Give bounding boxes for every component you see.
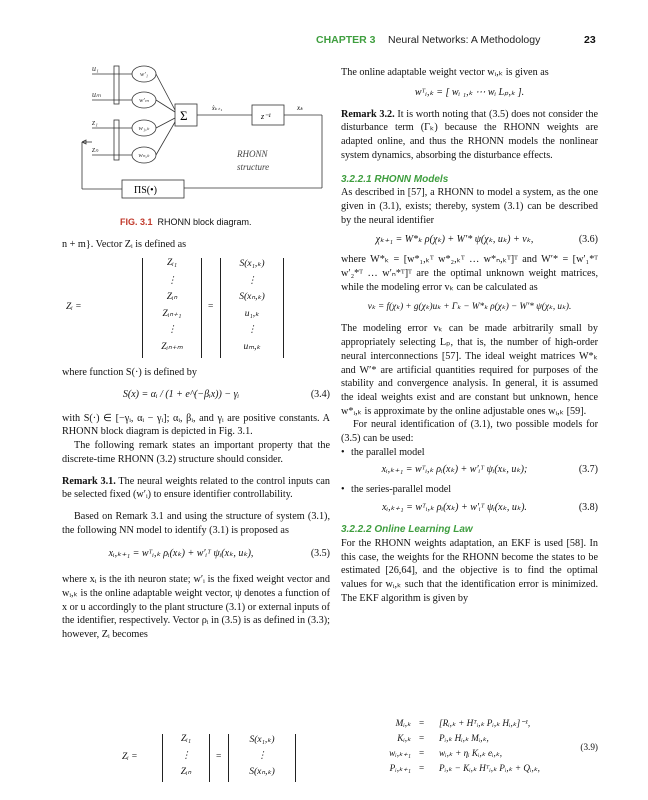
remark-3-2 (341, 108, 598, 163)
left-intro: n + m}. Vector Zᵢ is defined as (62, 239, 187, 250)
s-entry: uₘ,ₖ (243, 341, 261, 352)
chapter-title: Neural Networks: A Methodology (388, 34, 541, 46)
where-s: where function S(·) is defined by (62, 367, 197, 378)
equation-body: xᵢ,ₖ₊₁ = wᵀᵢ,ₖ ρᵢ(xₖ) + w′ᵢᵀ ψᵢ(xₖ, uₖ), (108, 548, 254, 560)
ekf-row (361, 748, 561, 763)
equation-number: (3.7) (578, 464, 598, 476)
z-entry: Zᵢₙ₊ₘ (161, 341, 183, 352)
left-column-body (62, 366, 330, 642)
weight-nk: wₙ,ₖ (138, 152, 150, 159)
section-online-learning: 3.2.2.2 Online Learning Law (341, 524, 473, 536)
ekf-row (361, 718, 561, 733)
equation-body: χₖ₊₁ = W*ₖ ρ(χₖ) + W′* ψ(χₖ, uₖ) + vₖ, (375, 234, 534, 246)
equation-number: (3.9) (580, 742, 598, 752)
right-p4: The modeling error vₖ can be made arbitrarily small by appropriately selecting Lₚ, that is, the number of high-order neural interconnections [57]. The ideal weight matrices W*ₖ and W′* are artificial quantities required for purposes of the stability and convergence analysis. In general, it is assumed the ideal weights exist and are constant but unknown, hence w*ᵢ,ₖ is approximate by the online adjustable ones wᵢ,ₖ [59]. (341, 323, 598, 417)
right-column (341, 66, 598, 605)
equation-body: xᵢ,ₖ₊₁ = wᵀᵢ,ₖ ρᵢ(xₖ) + w′ᵢᵀ ψᵢ(xₖ, uₖ); (381, 464, 528, 476)
equation-3-8 (341, 501, 598, 517)
s-entry: ⋮ (257, 751, 267, 761)
z-entry: Zᵢₙ (166, 292, 178, 303)
x-out-label: xₖ (297, 104, 304, 112)
ekf-lhs: Kᵢ,ₖ (397, 733, 411, 743)
s-entry: ⋮ (247, 275, 257, 286)
x-hat-label: x̂ₖ₊₁ (212, 106, 223, 112)
weight-m: w′ₘ (139, 97, 149, 104)
ekf-eq: = (419, 748, 425, 758)
ekf-rhs: Pᵢ,ₖ − Kᵢ,ₖ Hᵀᵢ,ₖ Pᵢ,ₖ + Qᵢ,ₖ, (439, 763, 540, 773)
weight-1k: w₁,ₖ (138, 125, 150, 132)
s-entry: S(x₁,ₖ) (249, 735, 275, 745)
equation-3-6 (341, 233, 598, 249)
z-column-2 (162, 734, 210, 782)
equation-body: vₖ = f(χₖ) + g(χₖ)uₖ + Γₖ − W*ₖ ρ(χₖ) − W′* ψ(χₖ, uₖ). (367, 301, 572, 312)
equation-weight-vector (341, 86, 598, 102)
ekf-lhs: Pᵢ,ₖ₊₁ (389, 763, 411, 773)
z-entry: Zᵢ₁ (180, 734, 192, 744)
equation-3-5 (62, 547, 330, 563)
caption-text: RHONN block diagram. (157, 217, 252, 227)
s-entry: S(xₙ,ₖ) (249, 767, 275, 777)
ekf-row (361, 763, 561, 778)
equation-body: xᵢ,ₖ₊₁ = wᵀᵢ,ₖ ρᵢ(xₖ) + w′ᵢᵀ ψᵢ(xₖ, uₖ). (382, 502, 527, 514)
z-entry: Zᵢₙ (180, 767, 192, 777)
ekf-lhs: wᵢ,ₖ₊₁ (389, 748, 411, 758)
right-p6: For the RHONN weights adaptation, an EKF is used [58]. In this case, the weights for the RHONN become the states to be estimated [26,64], and the objective is to find the optimal values for wᵢ,ₖ such that the identification error is minimized. The EKF algorithm is given by (341, 537, 598, 604)
s-entry: ⋮ (247, 325, 257, 336)
ekf-eq: = (419, 763, 425, 773)
equation-number: (3.8) (578, 502, 598, 514)
ekf-eq: = (419, 733, 425, 743)
pi-box-label: ΠS(•) (134, 185, 157, 196)
z-entry: ⋮ (167, 325, 177, 336)
z-column (142, 258, 202, 358)
rhonn-block-diagram (62, 60, 330, 210)
input-zn: zₙ (92, 145, 99, 154)
z-entry: ⋮ (181, 751, 191, 761)
right-p1: The online adaptable weight vector wᵢ,ₖ is given as (341, 67, 549, 78)
right-p2: As described in [57], a RHONN to model a system, as the one given in (3.1), exists; thereby, system (3.1) can be described by the neural identifier (341, 187, 598, 226)
equation-number: (3.5) (310, 548, 330, 560)
ekf-rhs: [Rᵢ,ₖ + Hᵀᵢ,ₖ Pᵢ,ₖ Hᵢ,ₖ]⁻¹, (439, 718, 531, 728)
ekf-lhs: Mᵢ,ₖ (395, 718, 411, 728)
left-p4: where xᵢ is the ith neuron state; w′ᵢ is the fixed weight vector and wᵢ,ₖ is the online adaptable weight vector, ψ denotes a function of x or u accordingly to the plant structure (3.1) or external inputs of the identifier, respectively. Vector ρᵢ in (3.5) is as defined in (3.3); however, Zᵢ becomes (62, 574, 330, 641)
s-entry: S(x₁,ₖ) (239, 259, 265, 269)
matrix-zi: Zᵢ = Zᵢ₁ ⋮ Zᵢₙ Zᵢₙ₊₁ ⋮ Zᵢₙ₊ₘ = S(x₁,ₖ) ⋮ S(xₙ,ₖ) u₁,ₖ ⋮ uₘ,ₖ (62, 258, 330, 358)
right-p3: where W*ₖ = [w*₁,ₖᵀ w*₂,ₖᵀ … w*ₙ,ₖᵀ]ᵀ and W′* = [w′₁*ᵀ w′₂*ᵀ … w′ₙ*ᵀ]ᵀ are the optimal unknown weight matrices, while the modeling error vₖ can be calculated as (341, 254, 598, 293)
ekf-rhs: wᵢ,ₖ + ηᵢ Kᵢ,ₖ eᵢ,ₖ, (439, 748, 503, 758)
s-entry: u₁,ₖ (244, 308, 260, 319)
running-header (0, 34, 648, 48)
s-entry: S(xₙ,ₖ) (239, 292, 265, 303)
equation-number: (3.6) (578, 234, 598, 246)
z-entry: Zᵢ₁ (166, 258, 178, 268)
bullet-series-parallel: • the series-parallel model (341, 483, 598, 497)
input-u1: u₁ (92, 64, 99, 73)
ekf-rhs: Pᵢ,ₖ Hᵢ,ₖ Mᵢ,ₖ, (439, 733, 489, 743)
equation-body: wᵀᵢ,ₖ = [ wᵢ ₁,ₖ ⋯ wᵢ Lₚ,ₖ ]. (414, 86, 525, 98)
input-um: uₘ (92, 90, 101, 99)
structure-label-2: structure (237, 162, 270, 172)
left-p2: The following remark states an important property that the discrete-time RHONN (3.2) structure should consider. (62, 440, 330, 465)
page-number: 23 (584, 34, 596, 46)
remark-3-1 (62, 475, 330, 502)
equation-modeling-error (341, 300, 598, 316)
structure-label-1: RHONN (237, 149, 268, 159)
delay-label: z⁻¹ (261, 112, 271, 121)
equation-3-7 (341, 463, 598, 479)
matrix-zi-reduced: Zᵢ = Zᵢ₁ ⋮ Zᵢₙ = S(x₁,ₖ) ⋮ S(xₙ,ₖ) (62, 734, 330, 782)
equation-3-9 (341, 718, 598, 782)
input-z1: z₁ (92, 118, 98, 127)
chapter-label: CHAPTER 3 (316, 34, 376, 46)
left-p1: with S(·) ∈ [−γᵢ, αᵢ − γᵢ]; αᵢ, βᵢ, and γᵢ are positive constants. A RHONN block diagram is depicted in Fig. 3.1. (62, 412, 330, 438)
right-p5: For neural identification of (3.1), two possible models for (3.5) can be used: (341, 419, 598, 445)
figure-caption (120, 217, 252, 227)
section-rhonn-models: 3.2.2.1 RHONN Models (341, 173, 449, 185)
left-column (62, 238, 330, 252)
bullet-parallel: • the parallel model (341, 446, 598, 460)
caption-label: FIG. 3.1 (120, 217, 153, 227)
matrix-lhs-2: Zᵢ = (122, 752, 138, 762)
weight-1: w′₁ (139, 71, 149, 78)
remark-head: Remark 3.2. (341, 108, 395, 120)
ekf-eq: = (419, 718, 425, 728)
matrix-lhs: Zᵢ = (66, 302, 82, 312)
remark-head: Remark 3.1. (62, 475, 116, 487)
sum-symbol: Σ (180, 108, 188, 123)
z-entry: ⋮ (167, 275, 177, 286)
s-column (220, 258, 284, 358)
left-p3: Based on Remark 3.1 and using the structure of system (3.1), the following NN model to identify (3.1) is proposed as (62, 510, 330, 536)
remark-text: The neural weights related to the control inputs can be selected fixed (w′ᵢ) to ensure identifier controllability. (62, 475, 330, 501)
ekf-row (361, 733, 561, 748)
equation-number: (3.4) (310, 388, 330, 400)
equation-body: S(x) = αᵢ / (1 + e^(−βᵢx)) − γᵢ (122, 388, 240, 400)
equation-3-4 (62, 388, 330, 404)
remark-text: It is worth noting that (3.5) does not consider the disturbance term (Γₖ) because the RHONN weights are adapted online, and thus the RHONN models the nonlinear system dynamics, absorbing the disturbance effects. (341, 108, 598, 161)
z-entry: Zᵢₙ₊₁ (162, 308, 182, 319)
s-column-2 (228, 734, 296, 782)
